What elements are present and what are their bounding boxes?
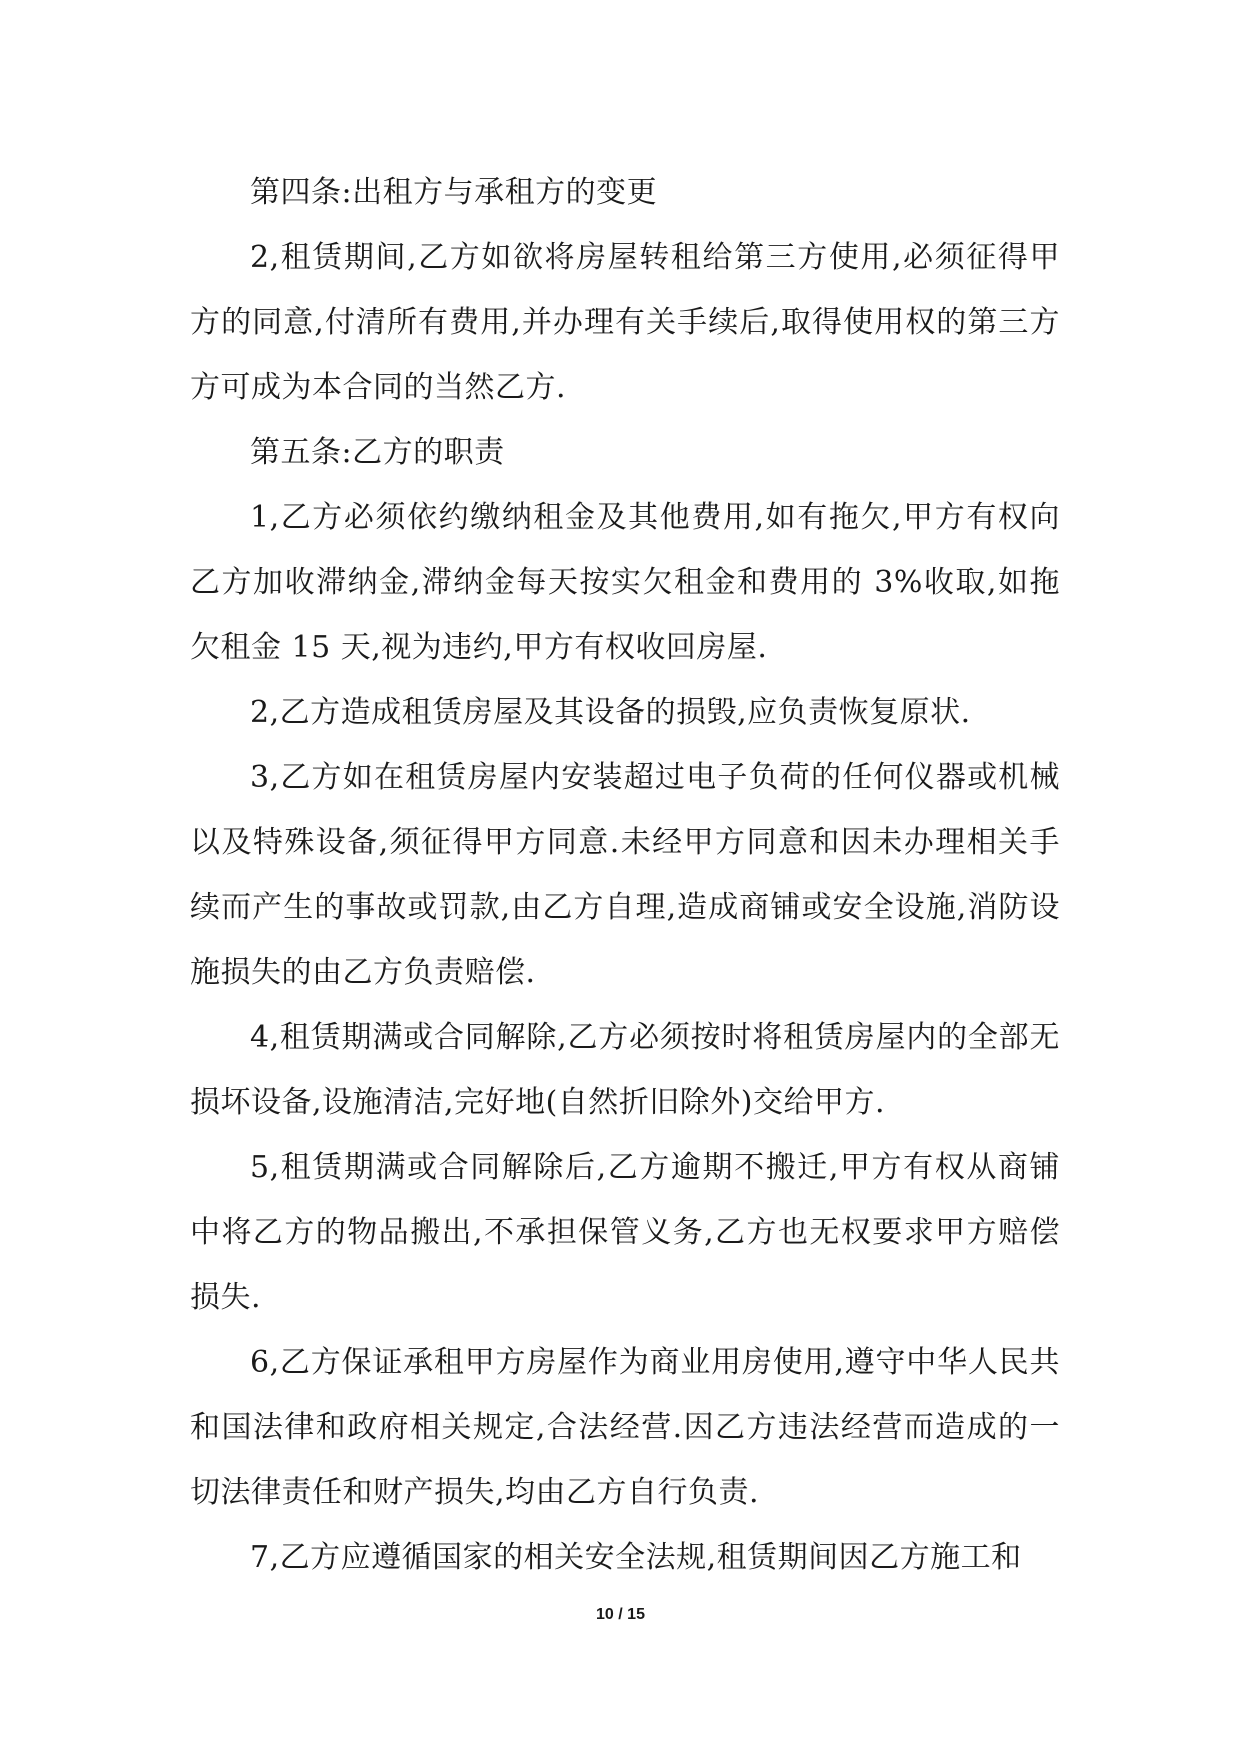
document-body <box>190 160 1060 1590</box>
clause-5-5: 5,租赁期满或合同解除后,乙方逾期不搬迁,甲方有权从商铺中将乙方的物品搬出,不承担保管义务,乙方也无权要求甲方赔偿损失. <box>190 1150 1060 1315</box>
section-heading-article-4: 第四条:出租方与承租方的变更 <box>250 175 658 210</box>
clause-5-6: 6,乙方保证承租甲方房屋作为商业用房使用,遵守中华人民共和国法律和政府相关规定,合法经营.因乙方违法经营而造成的一切法律责任和财产损失,均由乙方自行负责. <box>190 1345 1060 1510</box>
clause-5-2: 2,乙方造成租赁房屋及其设备的损毁,应负责恢复原状. <box>250 695 971 730</box>
page-number: 10 / 15 <box>596 1606 645 1623</box>
clause-5-4: 4,租赁期满或合同解除,乙方必须按时将租赁房屋内的全部无损坏设备,设施清洁,完好地(自然折旧除外)交给甲方. <box>190 1020 1060 1120</box>
clause-5-3: 3,乙方如在租赁房屋内安装超过电子负荷的任何仪器或机械以及特殊设备,须征得甲方同意.未经甲方同意和因未办理相关手续而产生的事故或罚款,由乙方自理,造成商铺或安全设施,消防设施损失的由乙方负责赔偿. <box>190 760 1060 990</box>
clause-5-7: 7,乙方应遵循国家的相关安全法规,租赁期间因乙方施工和 <box>250 1540 1022 1575</box>
clause-4-2: 2,租赁期间,乙方如欲将房屋转租给第三方使用,必须征得甲方的同意,付清所有费用,并办理有关手续后,取得使用权的第三方方可成为本合同的当然乙方. <box>190 240 1060 405</box>
section-heading-article-5: 第五条:乙方的职责 <box>250 435 505 470</box>
clause-5-1: 1,乙方必须依约缴纳租金及其他费用,如有拖欠,甲方有权向乙方加收滞纳金,滞纳金每天按实欠租金和费用的 3%收取,如拖欠租金 15 天,视为违约,甲方有权收回房屋. <box>190 500 1060 665</box>
